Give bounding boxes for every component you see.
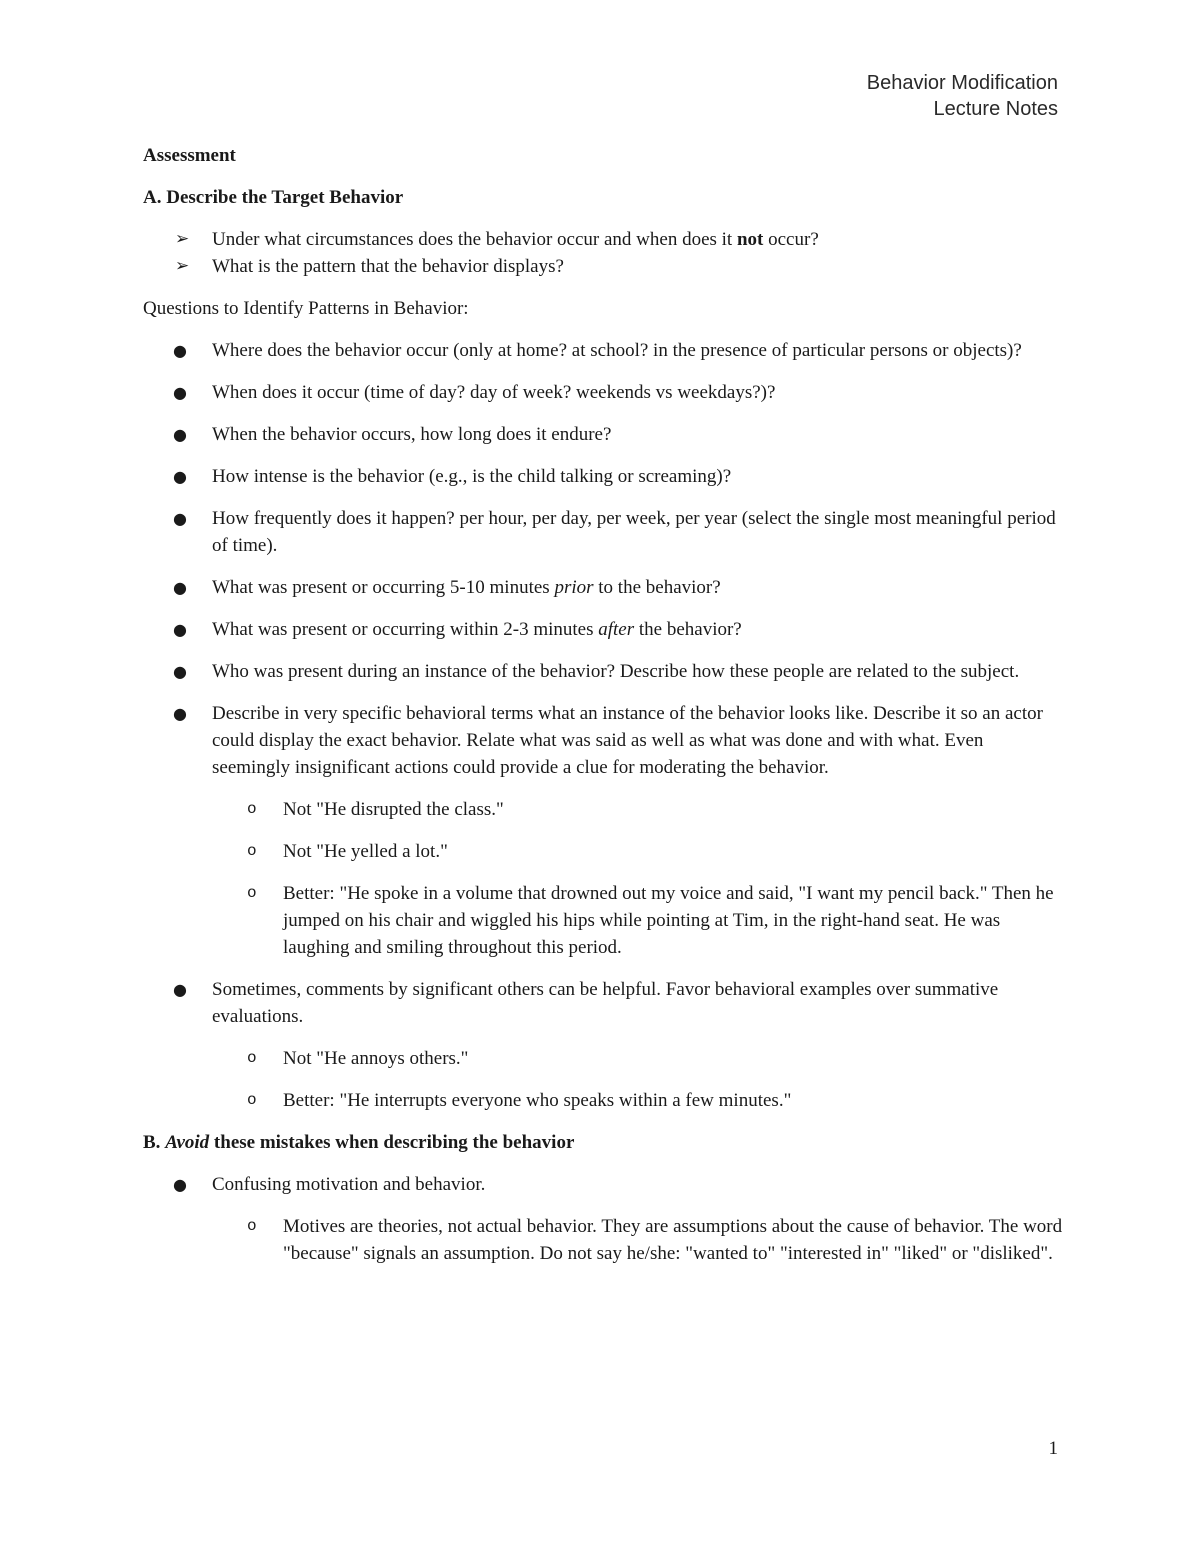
- list-item-text: How intense is the behavior (e.g., is the child talking or screaming)?: [212, 466, 732, 487]
- pattern-questions-list: [143, 337, 1063, 1114]
- sublist-item-text: Not "He yelled a lot.": [283, 841, 448, 862]
- circle-bullet-icon: o: [247, 1049, 257, 1067]
- bullet-icon: ●: [173, 620, 187, 639]
- emphasis-bold: not: [736, 229, 764, 250]
- circle-bullet-icon: o: [247, 1091, 257, 1109]
- list-item: [143, 421, 1063, 448]
- bullet-icon: ●: [173, 383, 187, 402]
- arrow-list: [143, 226, 1063, 280]
- emphasis-italic: Avoid: [165, 1132, 210, 1153]
- sublist-item: [212, 796, 1063, 823]
- section-b-prefix: B.: [143, 1132, 166, 1153]
- arrow-marker-icon: ➢: [175, 229, 190, 249]
- section-b-title: [143, 1129, 1063, 1156]
- list-item-text: Under what circumstances does the behavior occur and when does it: [212, 229, 737, 250]
- sublist-item: [212, 880, 1063, 961]
- list-item-text: What was present or occurring 5-10 minutes: [212, 577, 555, 598]
- page-number: 1: [1048, 1438, 1058, 1459]
- list-item: [143, 463, 1063, 490]
- list-item: [143, 253, 1063, 280]
- section-a-title: A. Describe the Target Behavior: [143, 187, 404, 208]
- circle-bullet-icon: o: [247, 884, 257, 902]
- emphasis-italic: prior: [554, 577, 594, 598]
- emphasis-italic: after: [598, 619, 635, 640]
- header-course: Behavior Modification: [866, 72, 1058, 94]
- list-item: [143, 574, 1063, 601]
- page-header: [867, 70, 1058, 122]
- list-item-text: Describe in very specific behavioral terms what an instance of the behavior looks like. Describe it so an actor could display the exact behavior. Relate what was said as well as what was done and with what. Even seemingly insignificant actions could provide a clue for moderating the behavior.: [212, 703, 1043, 778]
- bullet-icon: ●: [173, 509, 187, 528]
- mistakes-list: [143, 1171, 1063, 1267]
- heading-assessment: Assessment: [143, 145, 236, 166]
- example-sublist: [212, 796, 1063, 961]
- list-item-text: When does it occur (time of day? day of week? weekends vs weekdays?)?: [212, 382, 776, 403]
- circle-bullet-icon: o: [247, 842, 257, 860]
- bullet-icon: ●: [173, 341, 187, 360]
- list-item: [143, 976, 1063, 1114]
- list-item-text: the behavior?: [634, 619, 742, 640]
- list-item: [143, 658, 1063, 685]
- sublist-item: [212, 838, 1063, 865]
- list-item: [143, 1171, 1063, 1267]
- list-item-text: occur?: [763, 229, 819, 250]
- example-sublist: [212, 1045, 1063, 1114]
- list-item: [143, 337, 1063, 364]
- list-item-text: Where does the behavior occur (only at home? at school? in the presence of particular persons or objects)?: [212, 340, 1022, 361]
- bullet-icon: ●: [173, 662, 187, 681]
- circle-bullet-icon: o: [247, 800, 257, 818]
- bullet-icon: ●: [173, 425, 187, 444]
- arrow-marker-icon: ➢: [175, 256, 190, 276]
- list-item: [143, 505, 1063, 559]
- sublist-item: [212, 1087, 1063, 1114]
- sublist-item: [212, 1045, 1063, 1072]
- page-content: [143, 142, 1063, 1282]
- bullet-icon: ●: [173, 467, 187, 486]
- header-subtitle: Lecture Notes: [933, 98, 1058, 120]
- bullet-icon: ●: [173, 1175, 187, 1194]
- list-item-text: How frequently does it happen? per hour, per day, per week, per year (select the single most meaningful period of time).: [212, 508, 1056, 556]
- list-item-text: to the behavior?: [593, 577, 721, 598]
- patterns-intro: Questions to Identify Patterns in Behavior:: [143, 298, 469, 319]
- sublist-item-text: Not "He disrupted the class.": [283, 799, 504, 820]
- example-sublist: [212, 1213, 1063, 1267]
- list-item: [143, 226, 1063, 253]
- sublist-item-text: Better: "He spoke in a volume that drowned out my voice and said, "I want my pencil back." Then he jumped on his chair and wiggled his hips while pointing at Tim, in the right-hand seat. He was laughing and smiling throughout this period.: [283, 883, 1054, 958]
- bullet-icon: ●: [173, 980, 187, 999]
- list-item: [143, 379, 1063, 406]
- list-item-text: Confusing motivation and behavior.: [212, 1174, 486, 1195]
- list-item-text: What is the pattern that the behavior displays?: [212, 256, 564, 277]
- sublist-item-text: Not "He annoys others.": [283, 1048, 469, 1069]
- sublist-item: [212, 1213, 1063, 1267]
- list-item-text: Sometimes, comments by significant others can be helpful. Favor behavioral examples over summative evaluations.: [212, 979, 999, 1027]
- list-item: [143, 616, 1063, 643]
- sublist-item-text: Motives are theories, not actual behavior. They are assumptions about the cause of behavior. The word "because" signals an assumption. Do not say he/she: "wanted to" "interested in" "liked" or "disliked".: [283, 1216, 1063, 1264]
- circle-bullet-icon: o: [247, 1217, 257, 1235]
- sublist-item-text: Better: "He interrupts everyone who speaks within a few minutes.": [283, 1090, 792, 1111]
- list-item-text: Who was present during an instance of the behavior? Describe how these people are related to the subject.: [212, 661, 1020, 682]
- list-item-text: When the behavior occurs, how long does it endure?: [212, 424, 612, 445]
- bullet-icon: ●: [173, 704, 187, 723]
- bullet-icon: ●: [173, 578, 187, 597]
- list-item: [143, 700, 1063, 961]
- section-b-rest: these mistakes when describing the behavior: [209, 1132, 575, 1153]
- list-item-text: What was present or occurring within 2-3 minutes: [212, 619, 599, 640]
